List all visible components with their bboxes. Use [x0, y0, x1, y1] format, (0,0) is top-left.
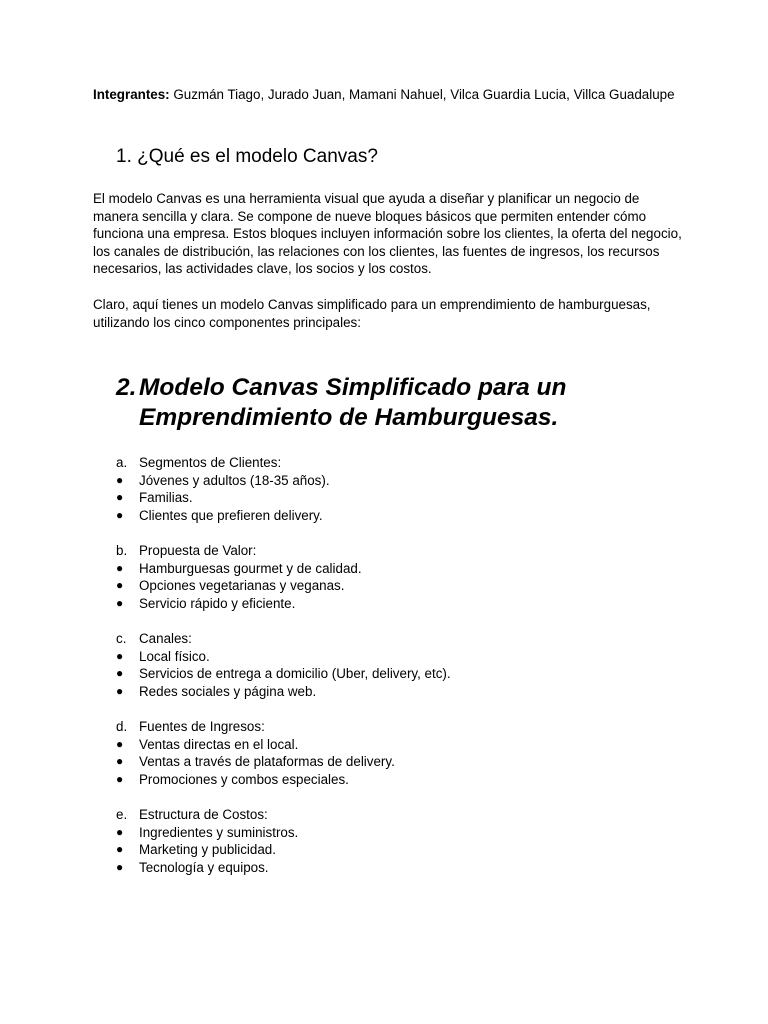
- section-marker: a.: [116, 455, 128, 470]
- list-item: [116, 595, 676, 613]
- bullet-icon: ●: [116, 490, 124, 505]
- section-marker: d.: [116, 719, 128, 734]
- section-title-row: [116, 806, 676, 824]
- section-title: Canales:: [139, 631, 192, 646]
- list-item-text: Local físico.: [139, 648, 210, 664]
- list-item: [116, 683, 676, 701]
- list-item-text: Ingredientes y suministros.: [139, 824, 299, 840]
- list-item: [116, 560, 676, 578]
- list-item: [116, 841, 676, 859]
- section-fuentes-ingresos: [116, 718, 676, 788]
- list-item: [116, 489, 676, 507]
- bullet-icon: ●: [116, 824, 124, 839]
- list-item: [116, 771, 676, 789]
- section-title-row: [116, 630, 676, 648]
- bullet-icon: ●: [116, 842, 124, 857]
- section-marker: e.: [116, 807, 128, 822]
- section-title: Segmentos de Clientes:: [139, 455, 282, 470]
- heading-simplified-canvas: [116, 373, 676, 433]
- list-item: [116, 736, 676, 754]
- members-label: Integrantes:: [93, 87, 170, 102]
- bullet-icon: ●: [116, 666, 124, 681]
- section-marker: c.: [116, 631, 127, 646]
- bullet-icon: ●: [116, 771, 124, 786]
- members-line: [93, 86, 683, 104]
- section-title-row: [116, 718, 676, 736]
- section-title-row: [116, 454, 676, 472]
- list-item-text: Ventas directas en el local.: [139, 736, 299, 752]
- list-item: [116, 577, 676, 595]
- bullet-icon: ●: [116, 560, 124, 575]
- list-item: [116, 665, 676, 683]
- list-item-text: Redes sociales y página web.: [139, 683, 317, 699]
- list-item-text: Servicios de entrega a domicilio (Uber, delivery, etc).: [139, 666, 451, 682]
- bullet-icon: ●: [116, 754, 124, 769]
- list-item-text: Jóvenes y adultos (18-35 años).: [139, 472, 330, 488]
- section-marker: b.: [116, 543, 128, 558]
- paragraph-canvas-definition: El modelo Canvas es una herramienta visual que ayuda a diseñar y planificar un negocio de manera sencilla y clara. Se compone de nueve bloques básicos que permiten entender cómo funciona una empresa. Estos bloques incluyen información sobre los clientes, la oferta del negocio, los canales de distribución, las relaciones con los clientes, las fuentes de ingresos, los recursos necesarios, las actividades clave, los socios y los costos.: [93, 191, 682, 277]
- heading-text: Modelo Canvas Simplificado para un Emprendimiento de Hamburguesas.: [139, 374, 567, 431]
- list-item-text: Promociones y combos especiales.: [139, 771, 349, 787]
- heading-what-is-canvas: 1. ¿Qué es el modelo Canvas?: [116, 146, 378, 167]
- section-title-row: [116, 542, 676, 560]
- section-title: Propuesta de Valor:: [139, 543, 257, 558]
- bullet-icon: ●: [116, 859, 124, 874]
- section-title: Fuentes de Ingresos:: [139, 719, 265, 734]
- list-item: [116, 859, 676, 877]
- section-segmentos-clientes: [116, 454, 676, 524]
- section-title: Estructura de Costos:: [139, 807, 268, 822]
- list-item-text: Tecnología y equipos.: [139, 859, 269, 875]
- bullet-icon: ●: [116, 578, 124, 593]
- section-canales: [116, 630, 676, 700]
- paragraph-intro-simplified: Claro, aquí tienes un modelo Canvas simplificado para un emprendimiento de hamburguesas, utilizando los cinco componentes principales:: [93, 297, 651, 330]
- bullet-icon: ●: [116, 472, 124, 487]
- list-item: [116, 824, 676, 842]
- list-item-text: Ventas a través de plataformas de delivery.: [139, 754, 395, 770]
- list-item: [116, 472, 676, 490]
- list-item-text: Clientes que prefieren delivery.: [139, 507, 323, 523]
- list-item-text: Servicio rápido y eficiente.: [139, 595, 296, 611]
- list-item: [116, 753, 676, 771]
- list-item-text: Marketing y publicidad.: [139, 842, 276, 858]
- section-propuesta-valor: [116, 542, 676, 612]
- section-estructura-costos: [116, 806, 676, 876]
- bullet-icon: ●: [116, 507, 124, 522]
- list-item-text: Hamburguesas gourmet y de calidad.: [139, 560, 362, 576]
- bullet-icon: ●: [116, 595, 124, 610]
- bullet-icon: ●: [116, 683, 124, 698]
- list-item: [116, 648, 676, 666]
- bullet-icon: ●: [116, 648, 124, 663]
- members-names: Guzmán Tiago, Jurado Juan, Mamani Nahuel, Vilca Guardia Lucia, Villca Guadalupe: [169, 87, 675, 102]
- list-item-text: Opciones vegetarianas y veganas.: [139, 578, 345, 594]
- list-item: [116, 507, 676, 525]
- heading-number: 2.: [116, 374, 137, 401]
- list-item-text: Familias.: [139, 490, 193, 506]
- bullet-icon: ●: [116, 736, 124, 751]
